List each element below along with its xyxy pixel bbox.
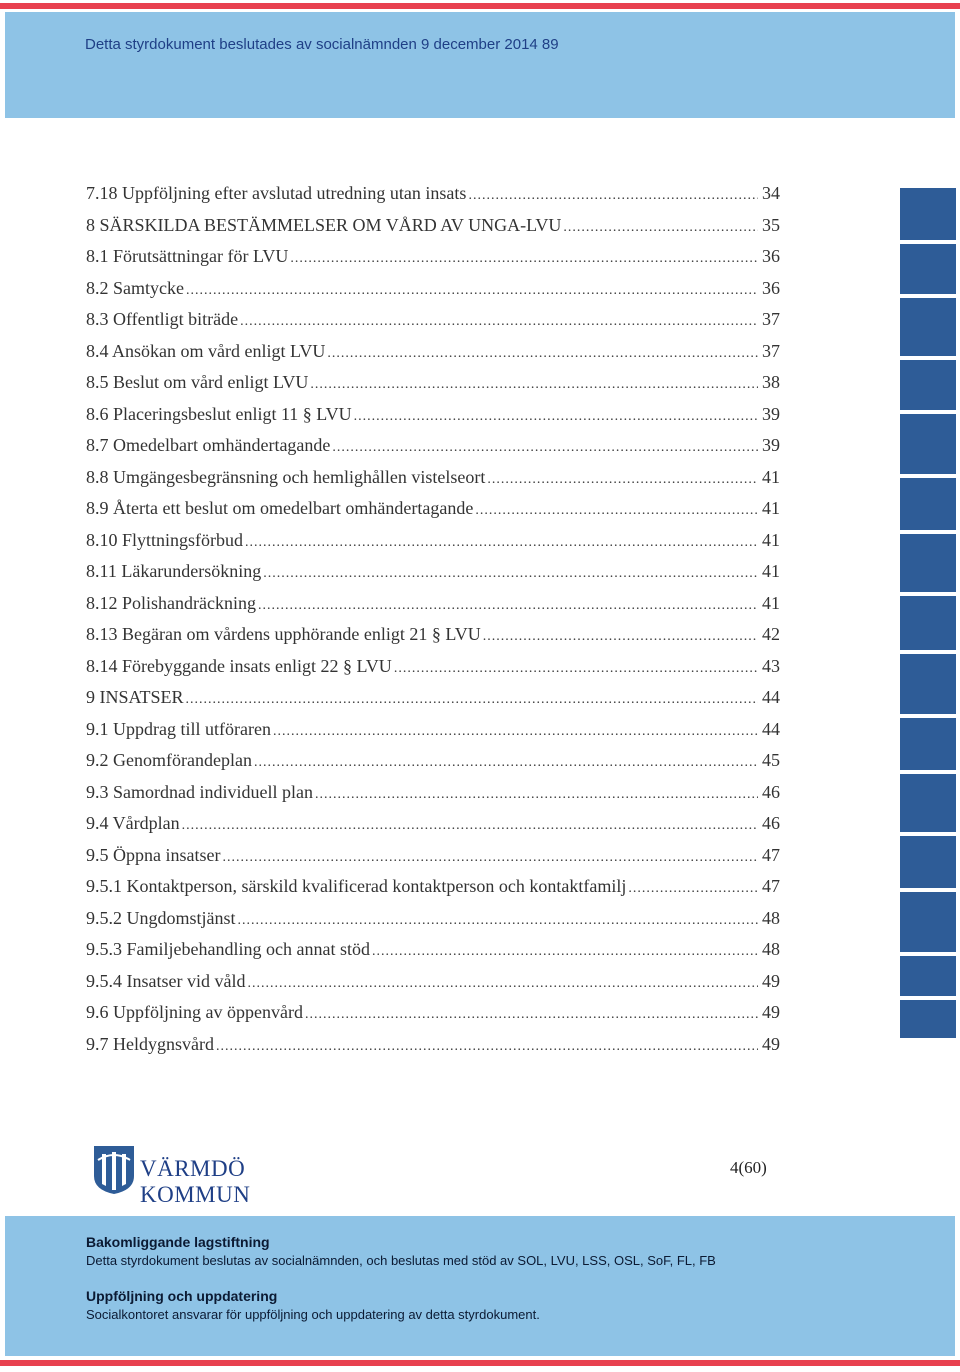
toc-entry-page: 47 [762, 844, 780, 865]
toc-entry-page: 41 [762, 466, 780, 487]
toc-entry[interactable] [86, 619, 780, 651]
toc-entry-page: 36 [762, 246, 780, 266]
toc-leader-dots [182, 810, 758, 842]
toc-entry-title: 9.5.2 Ungdomstjänst [86, 907, 236, 928]
toc-entry-title: 9.7 Heldygnsvård [86, 1033, 214, 1054]
toc-entry-title: 8.7 Omedelbart omhändertagande [86, 435, 331, 455]
side-decoration [900, 188, 956, 1038]
toc-entry[interactable] [86, 525, 780, 557]
toc-leader-dots [327, 338, 758, 370]
header-text: Detta styrdokument beslutades av socialnämnden 9 december 2014 89 [85, 36, 559, 53]
toc-entry-title: 9.5.4 Insatser vid våld [86, 970, 246, 991]
footer-heading-legislation: Bakomliggande lagstiftning [86, 1234, 270, 1250]
toc-entry-page: 44 [762, 718, 780, 739]
toc-entry-title: 9.2 Genomförandeplan [86, 750, 252, 770]
toc-entry-page: 35 [762, 214, 780, 235]
toc-entry-page: 48 [762, 939, 780, 959]
toc-entry-page: 37 [762, 340, 780, 361]
toc-entry-page: 38 [762, 372, 780, 392]
toc-entry-page: 34 [762, 183, 780, 203]
toc-entry-title: 8.9 Återta ett beslut om omedelbart omhändertagande [86, 498, 474, 518]
toc-leader-dots [186, 275, 758, 307]
toc-entry[interactable] [86, 493, 780, 525]
side-bar-segment [900, 244, 956, 294]
page-number: 4(60) [730, 1158, 767, 1177]
toc-entry-title: 8.1 Förutsättningar för LVU [86, 246, 289, 266]
toc-leader-dots [263, 558, 758, 590]
toc-entry-title: 8.2 Samtycke [86, 277, 184, 298]
coat-of-arms-icon [94, 1146, 134, 1194]
side-bar-segment [900, 892, 956, 952]
footer-heading-followup: Uppföljning och uppdatering [86, 1288, 278, 1304]
side-bar-segment [900, 1000, 956, 1038]
toc-entry[interactable] [86, 966, 780, 998]
toc-entry-page: 46 [762, 813, 780, 833]
toc-entry[interactable] [86, 367, 780, 399]
toc-leader-dots [247, 968, 758, 1000]
bottom-accent-line [0, 1360, 960, 1366]
toc-leader-dots [483, 621, 758, 653]
side-bar-segment [900, 718, 956, 770]
toc-entry-title: 8.12 Polishandräckning [86, 592, 256, 613]
toc-entry-title: 8.4 Ansökan om vård enligt LVU [86, 340, 326, 361]
side-bar-segment [900, 534, 956, 592]
toc-entry-title: 8.8 Umgängesbegränsning och hemlighållen vistelseort [86, 466, 486, 487]
toc-leader-dots [290, 243, 758, 275]
footer-text-followup: Socialkontoret ansvarar för uppföljning och uppdatering av detta styrdokument. [86, 1307, 540, 1322]
toc-entry-page: 47 [762, 876, 780, 896]
toc-entry[interactable] [86, 462, 780, 494]
toc-entry[interactable] [86, 273, 780, 305]
side-bar-segment [900, 414, 956, 474]
toc-leader-dots [273, 716, 758, 748]
toc-entry[interactable] [86, 241, 780, 273]
toc-entry[interactable] [86, 745, 780, 777]
toc-entry-title: 9.5.1 Kontaktperson, särskild kvalificerad kontaktperson och kontaktfamilj [86, 876, 627, 896]
toc-entry[interactable] [86, 651, 780, 683]
toc-entry[interactable] [86, 997, 780, 1029]
top-accent-line [0, 3, 960, 9]
side-bar-segment [900, 836, 956, 888]
logo [94, 1146, 354, 1207]
toc-entry[interactable] [86, 934, 780, 966]
toc-entry[interactable] [86, 840, 780, 872]
toc-entry[interactable] [86, 808, 780, 840]
toc-entry-page: 37 [762, 309, 780, 329]
toc-leader-dots [310, 369, 758, 401]
toc-entry-title: 8.10 Flyttningsförbud [86, 529, 244, 550]
toc-entry[interactable] [86, 682, 780, 714]
side-bar-segment [900, 188, 956, 240]
toc-entry[interactable] [86, 1029, 780, 1061]
toc-entry-title: 9.3 Samordnad individuell plan [86, 781, 313, 802]
toc-entry[interactable] [86, 714, 780, 746]
toc-entry-title: 9.6 Uppföljning av öppenvård [86, 1002, 303, 1022]
side-bar-segment [900, 956, 956, 996]
toc-leader-dots [240, 306, 758, 338]
toc-leader-dots [487, 464, 758, 496]
toc-entry-page: 49 [762, 1002, 780, 1022]
toc-leader-dots [372, 936, 758, 968]
toc-entry-page: 43 [762, 655, 780, 676]
toc-entry-page: 41 [762, 561, 780, 581]
toc-entry-title: 9.5.3 Familjebehandling och annat stöd [86, 939, 370, 959]
toc-entry-page: 49 [762, 1033, 780, 1054]
side-bar-segment [900, 596, 956, 650]
toc-leader-dots [305, 999, 758, 1031]
side-bar-segment [900, 298, 956, 356]
footer-text-legislation: Detta styrdokument beslutas av socialnämnden, och beslutas med stöd av SOL, LVU, LSS, OSL, SoF, FL, FB [86, 1253, 716, 1268]
toc-entry-title: 8.14 Förebyggande insats enligt 22 § LVU [86, 655, 392, 676]
toc-entry[interactable] [86, 871, 780, 903]
toc-leader-dots [332, 432, 758, 464]
toc-entry[interactable] [86, 210, 780, 242]
side-bar-segment [900, 478, 956, 530]
toc-entry[interactable] [86, 336, 780, 368]
toc-entry-title: 9 INSATSER [86, 687, 184, 707]
toc-entry[interactable] [86, 903, 780, 935]
toc-entry-title: 8.3 Offentligt biträde [86, 309, 239, 329]
toc-leader-dots [468, 180, 758, 212]
toc-entry[interactable] [86, 556, 780, 588]
toc-leader-dots [222, 842, 758, 874]
toc-leader-dots [186, 684, 758, 716]
toc-entry-title: 7.18 Uppföljning efter avslutad utredning utan insats [86, 183, 467, 203]
side-bar-segment [900, 654, 956, 714]
toc-entry-title: 8.13 Begäran om vårdens upphörande enligt 21 § LVU [86, 624, 481, 644]
toc-entry[interactable] [86, 178, 780, 210]
toc-entry-page: 49 [762, 970, 780, 991]
toc-leader-dots [628, 873, 758, 905]
toc-entry-title: 9.1 Uppdrag till utföraren [86, 718, 271, 739]
toc-entry-page: 46 [762, 781, 780, 802]
toc-entry-title: 9.5 Öppna insatser [86, 844, 221, 865]
toc-entry-page: 41 [762, 529, 780, 550]
side-bar-segment [900, 774, 956, 832]
toc-entry-title: 8 SÄRSKILDA BESTÄMMELSER OM VÅRD AV UNGA-LVU [86, 214, 562, 235]
toc-entry-title: 8.11 Läkarundersökning [86, 561, 262, 581]
toc-entry-page: 48 [762, 907, 780, 928]
toc-entry[interactable] [86, 399, 780, 431]
toc-leader-dots [475, 495, 758, 527]
toc-leader-dots [354, 401, 758, 433]
toc-leader-dots [216, 1031, 758, 1063]
toc-leader-dots [245, 527, 758, 559]
toc-leader-dots [394, 653, 758, 685]
toc-entry[interactable] [86, 304, 780, 336]
logo-text: VÄRMDÖ KOMMUN [140, 1156, 251, 1207]
toc-entry[interactable] [86, 588, 780, 620]
toc-leader-dots [238, 905, 758, 937]
toc-entry[interactable] [86, 430, 780, 462]
toc-leader-dots [315, 779, 758, 811]
toc-entry-page: 45 [762, 750, 780, 770]
side-bar-segment [900, 360, 956, 410]
toc-leader-dots [258, 590, 758, 622]
toc-entry[interactable] [86, 777, 780, 809]
toc-entry-page: 39 [762, 435, 780, 455]
toc-entry-page: 41 [762, 592, 780, 613]
toc-entry-title: 8.6 Placeringsbeslut enligt 11 § LVU [86, 403, 352, 424]
toc-entry-title: 8.5 Beslut om vård enligt LVU [86, 372, 309, 392]
header-band [5, 12, 955, 118]
toc-entry-page: 42 [762, 624, 780, 644]
toc-entry-title: 9.4 Vårdplan [86, 813, 180, 833]
toc-leader-dots [563, 212, 758, 244]
toc-entry-page: 41 [762, 498, 780, 518]
table-of-contents [86, 178, 780, 1060]
toc-leader-dots [254, 747, 758, 779]
toc-entry-page: 44 [762, 687, 780, 707]
toc-entry-page: 36 [762, 277, 780, 298]
toc-entry-page: 39 [762, 403, 780, 424]
